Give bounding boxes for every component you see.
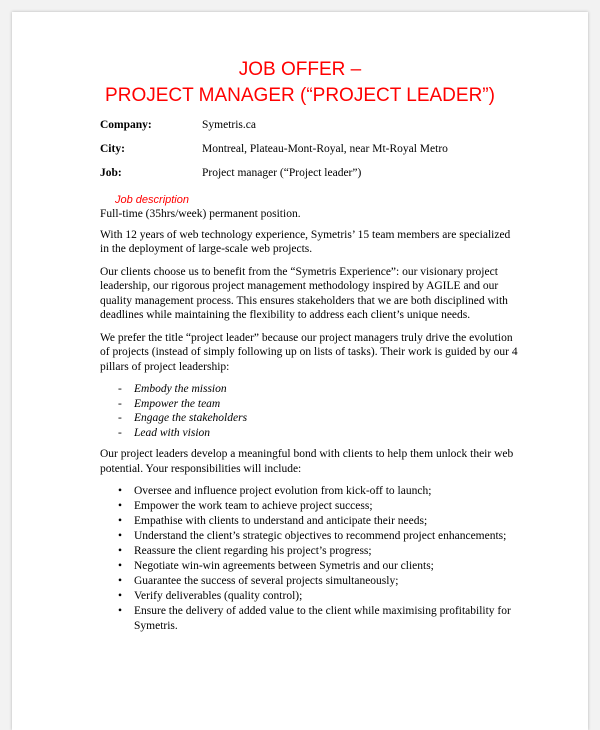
responsibility-text: Reassure the client regarding his project’s progress; [134, 545, 372, 557]
bullet-marker: • [118, 545, 123, 557]
bullet-marker: • [118, 590, 123, 602]
city-value: Montreal, Plateau-Mont-Royal, near Mt-Royal Metro [202, 143, 448, 155]
responsibility-text: Oversee and influence project evolution from kick-off to launch; [134, 485, 432, 497]
list-item [100, 499, 520, 514]
bullet-marker: • [118, 575, 123, 587]
paragraph-title: We prefer the title “project leader” because our project managers truly drive the evolution of projects (instead of simply following up on lists of tasks). Their work is guided by our 4 pillars of project leadership: [100, 331, 518, 373]
list-item [100, 411, 520, 426]
bullet-marker: • [118, 485, 123, 497]
paragraph-position: Full-time (35hrs/week) permanent position. [100, 208, 301, 220]
pillar-text: Lead with vision [134, 426, 211, 439]
pillar-text: Embody the mission [134, 383, 227, 395]
bullet-marker: • [118, 530, 123, 542]
job-label: Job: [100, 167, 122, 179]
list-item [100, 484, 520, 499]
paragraph-experience: With 12 years of web technology experience, Symetris’ 15 team members are specialized in the deployment of large-scale web projects. [100, 228, 511, 255]
list-item [100, 574, 520, 589]
company-label: Company: [100, 119, 152, 131]
paragraph-clients: Our clients choose us to benefit from the “Symetris Experience”: our visionary project leadership, our rigorous project management methodology inspired by AGILE and our quality management process. This ensures stakeholders that we are both disciplined with deadlines while maintaining the flexibility to address each client’s unique needs. [100, 265, 508, 321]
list-item [100, 529, 520, 544]
company-value: Symetris.ca [202, 119, 256, 131]
title-line-1: JOB OFFER – [238, 59, 362, 80]
bullet-marker: • [118, 605, 123, 617]
list-item [100, 397, 520, 412]
list-item [100, 604, 520, 634]
list-item [100, 559, 520, 574]
list-item [100, 514, 520, 529]
bullet-marker: • [118, 560, 123, 572]
bullet-marker: • [118, 515, 123, 527]
responsibility-text: Empathise with clients to understand and anticipate their needs; [134, 515, 428, 527]
pillar-text: Engage the stakeholders [134, 412, 248, 424]
job-value: Project manager (“Project leader”) [202, 167, 362, 179]
section-heading: Job description [115, 194, 189, 206]
city-label: City: [100, 143, 125, 155]
responsibility-text: Ensure the delivery of added value to the client while maximising profitability for Symetris. [134, 605, 511, 632]
title-line-2: PROJECT MANAGER (“PROJECT LEADER”) [105, 85, 495, 106]
responsibility-text: Negotiate win-win agreements between Symetris and our clients; [134, 560, 434, 572]
document-page [12, 12, 588, 730]
responsibilities-list [100, 484, 520, 634]
dash-marker: - [118, 383, 122, 395]
responsibility-text: Empower the work team to achieve project success; [134, 500, 373, 512]
paragraph-responsibilities-intro: Our project leaders develop a meaningful bond with clients to help them unlock their web potential. Your responsibilities will include: [100, 448, 514, 475]
job-description-body [100, 193, 520, 634]
responsibility-text: Understand the client’s strategic objectives to recommend project enhancements; [134, 530, 507, 542]
list-item [100, 589, 520, 604]
list-item [100, 544, 520, 559]
dash-marker: - [118, 397, 122, 410]
list-item [100, 382, 520, 397]
dash-marker: - [118, 426, 122, 439]
pillars-list [100, 382, 520, 440]
pillar-text: Empower the team [134, 397, 221, 410]
responsibility-text: Guarantee the success of several projects simultaneously; [134, 575, 399, 587]
dash-marker: - [118, 412, 122, 424]
list-item [100, 426, 520, 441]
bullet-marker: • [118, 500, 123, 512]
responsibility-text: Verify deliverables (quality control); [134, 590, 303, 602]
